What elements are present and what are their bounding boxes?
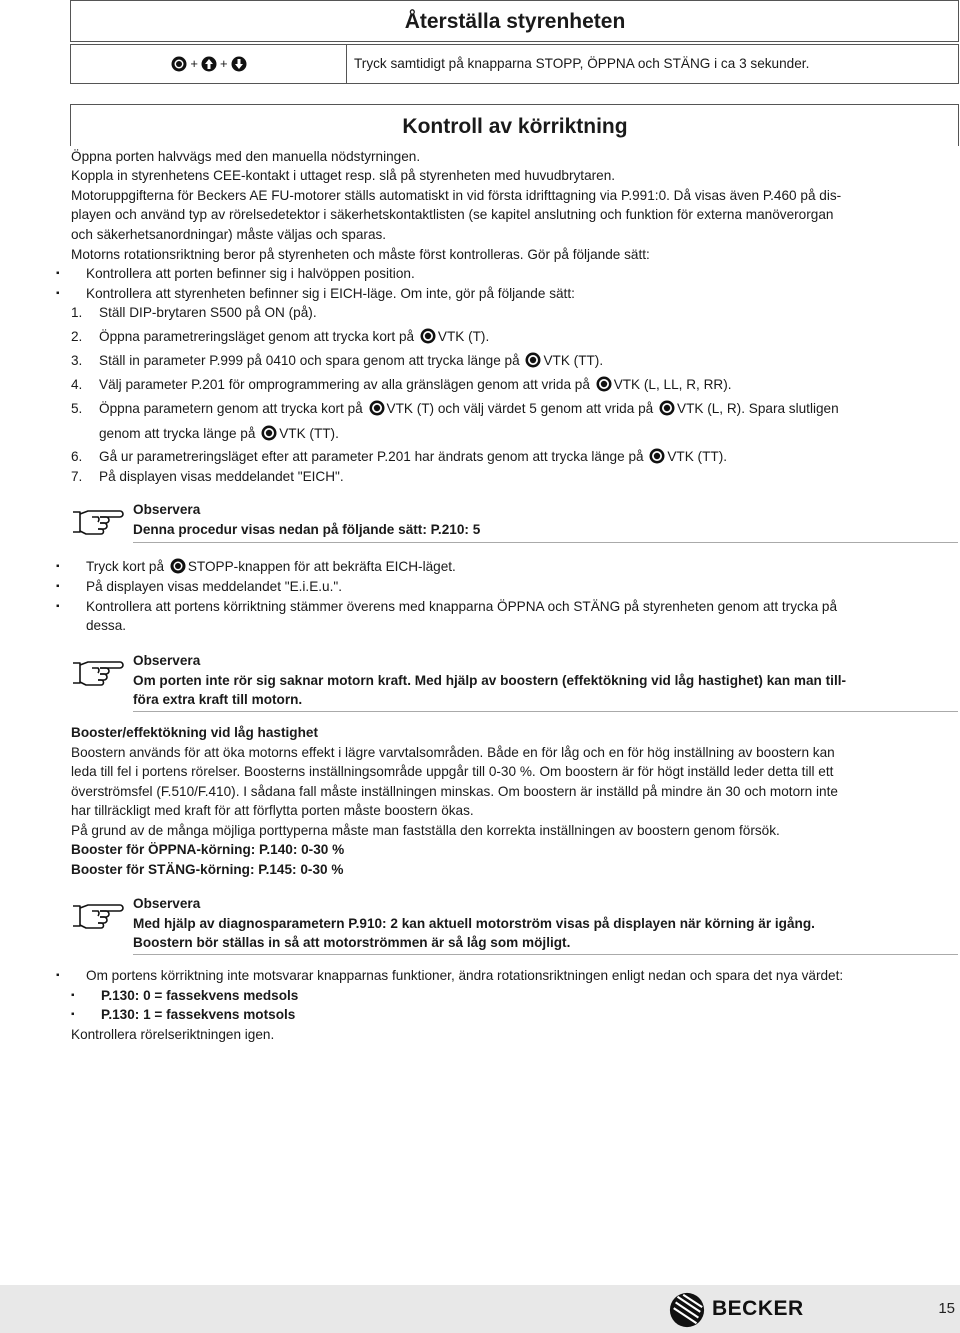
- booster-close: Booster för STÄNG-körning: P.145: 0-30 %: [71, 862, 344, 877]
- list-item: ▪ P.130: 0 = fassekvens medsols: [86, 986, 960, 1006]
- intro-line: playen och använd typ av rörelsedetektor i säkerhetskontaktlisten (se kapitel anslutning och funktion för externa manöverorgan: [71, 207, 834, 222]
- up-arrow-button-icon: [201, 56, 217, 72]
- becker-logo-icon: [668, 1291, 706, 1329]
- booster-paragraph: På grund av de många möjliga porttyperna måste man fastställa den korrekta inställningen av boostern genom försök.: [71, 823, 780, 838]
- step-number: 3.: [71, 353, 83, 368]
- vtk-button-icon: [659, 400, 675, 416]
- step-text: VTK (L, R). Spara slutligen: [677, 401, 839, 416]
- step-number: 7.: [71, 469, 83, 484]
- pointing-hand-icon: [70, 506, 128, 536]
- intro-line: Koppla in styrenhetens CEE-kontakt i uttaget resp. slå på styrenheten med huvudbrytaren.: [71, 168, 616, 183]
- stop-button-icon: [170, 558, 186, 574]
- note-label: Observera: [133, 653, 201, 668]
- step-text: På displayen visas meddelandet "EICH".: [99, 469, 344, 484]
- list-item: [71, 557, 960, 577]
- vtk-button-icon: [420, 328, 436, 344]
- booster-paragraph: Boostern används för att öka motorns effekt i lägre varvtalsområden. Både en för låg och en för hög inställning av boostern kan: [71, 745, 835, 760]
- step-5-cont: [71, 424, 960, 444]
- note-box: [70, 500, 960, 540]
- list-item: ▪ Kontrollera att portens körriktning stämmer överens med knapparna ÖPPNA och STÄNG på styrenheten genom att trycka på: [71, 597, 960, 617]
- note-content: [133, 651, 958, 712]
- step-text: Öppna parametreringsläget genom att trycka kort på: [99, 329, 415, 344]
- section-title: Kontroll av körriktning: [402, 115, 628, 138]
- step-5: [71, 399, 951, 419]
- step-7: [71, 467, 951, 487]
- note-text: Om porten inte rör sig saknar motorn kraft. Med hjälp av boostern (effektökning vid låg hastighet) kan man till-: [133, 673, 847, 688]
- booster-paragraph: leda till fel i portens rörelser. Boosterns inställningsområde uppgår till 0-30 %. Om boostern är för högt inställd leder detta till ett: [71, 764, 834, 779]
- note-label: Observera: [133, 896, 201, 911]
- step-text: Välj parameter P.201 för omprogrammering av alla gränslägen genom att vrida på: [99, 377, 590, 392]
- note-label: Observera: [133, 502, 201, 517]
- list-item: ▪ På displayen visas meddelandet "E.i.E.u.".: [71, 577, 960, 597]
- stop-button-icon: [171, 56, 187, 72]
- pointing-hand-icon: [70, 900, 128, 930]
- page-title: Återställa styrenheten: [404, 10, 626, 33]
- step-text: VTK (L, LL, R, RR).: [613, 377, 732, 392]
- instruction-text: Tryck samtidigt på knapparna STOPP, ÖPPNA och STÄNG i ca 3 sekunder.: [354, 56, 810, 71]
- button-combo: [72, 46, 346, 82]
- step-number: 2.: [71, 329, 83, 344]
- page-number: 15: [938, 1300, 955, 1317]
- step-6: [71, 447, 951, 467]
- booster-paragraph: överströmsfel (F.510/F.410). I sådana fall måste inställningen minskas. Om boostern är inställd på mindre än 30 och motorn inte: [71, 784, 838, 799]
- list-text: Tryck kort på: [86, 559, 165, 574]
- step-number: 5.: [71, 401, 83, 416]
- booster-paragraph: har tillräckligt med kraft för att förflytta porten måste boostern ökas.: [71, 803, 474, 818]
- step-text: VTK (TT).: [543, 353, 604, 368]
- list-item: ▪ Kontrollera att porten befinner sig i halvöppen position.: [71, 264, 960, 284]
- note-text: Med hjälp av diagnosparametern P.910: 2 kan aktuell motorström visas på displayen när körning är igång.: [133, 916, 815, 931]
- note-text: Denna procedur visas nedan på följande sätt: P.210: 5: [133, 522, 481, 537]
- footer: [0, 1285, 960, 1333]
- list-text: STOPP-knappen för att bekräfta EICH-läget.: [187, 559, 456, 574]
- step-text: Ställ in parameter P.999 på 0410 och spara genom att trycka länge på: [99, 353, 520, 368]
- booster-heading: Booster/effektökning vid låg hastighet: [71, 725, 318, 740]
- note-text: Boostern bör ställas in så att motorströmmen är så låg som möjligt.: [133, 935, 571, 950]
- down-arrow-button-icon: [231, 56, 247, 72]
- step-1: [71, 303, 951, 323]
- list-item: ▪ Kontrollera att styrenheten befinner sig i EICH-läge. Om inte, gör på följande sätt:: [71, 284, 960, 304]
- step-text: Ställ DIP-brytaren S500 på ON (på).: [99, 305, 317, 320]
- step-text: Öppna parametern genom att trycka kort på: [99, 401, 363, 416]
- step-text: VTK (T) och välj värdet 5 genom att vrida på: [386, 401, 654, 416]
- step-number: 1.: [71, 305, 83, 320]
- vtk-button-icon: [369, 400, 385, 416]
- list-item: ▪ P.130: 1 = fassekvens motsols: [86, 1005, 960, 1025]
- step-text: genom att trycka länge på: [99, 426, 256, 441]
- vtk-button-icon: [525, 352, 541, 368]
- step-text: VTK (T).: [437, 329, 490, 344]
- step-number: 6.: [71, 449, 83, 464]
- brand-name: BECKER: [712, 1297, 804, 1320]
- plus-sign: +: [190, 56, 198, 72]
- step-2: [71, 327, 951, 347]
- intro-line: Motoruppgifterna för Beckers AE FU-motorer ställs automatiskt in vid första idrifttagning via P.991:0. Då visas även P.460 på dis-: [71, 188, 842, 203]
- final-text: Kontrollera rörelseriktningen igen.: [71, 1027, 275, 1042]
- note-text: föra extra kraft till motorn.: [133, 692, 303, 707]
- step-4: [71, 375, 951, 395]
- step-text: Gå ur parametreringsläget efter att parameter P.201 har ändrats genom att trycka länge på: [99, 449, 644, 464]
- booster-open: Booster för ÖPPNA-körning: P.140: 0-30 %: [71, 842, 345, 857]
- pointing-hand-icon: [70, 657, 128, 687]
- plus-sign: +: [220, 56, 228, 72]
- step-text: VTK (TT).: [279, 426, 339, 441]
- vtk-button-icon: [261, 425, 277, 441]
- step-text: VTK (TT).: [667, 449, 727, 464]
- intro-line: Motorns rotationsriktning beror på styrenheten och måste först kontrolleras. Gör på följande sätt:: [71, 247, 650, 262]
- note-box: [70, 894, 960, 950]
- step-number: 4.: [71, 377, 83, 392]
- intro-line: och säkerhetsanordningar) måste väljas och sparas.: [71, 227, 387, 242]
- note-box: [70, 651, 960, 707]
- vtk-button-icon: [596, 376, 612, 392]
- intro-line: Öppna porten halvvägs med den manuella nödstyrningen.: [71, 149, 421, 164]
- vtk-button-icon: [649, 448, 665, 464]
- list-item-cont: dessa.: [86, 618, 127, 633]
- step-3: [71, 351, 951, 371]
- note-content: [133, 894, 958, 955]
- note-content: [133, 500, 958, 543]
- instruction-divider: [346, 44, 347, 84]
- list-item: ▪ Om portens körriktning inte motsvarar knapparnas funktioner, ändra rotationsriktningen enligt nedan och spara det nya värdet:: [71, 966, 960, 986]
